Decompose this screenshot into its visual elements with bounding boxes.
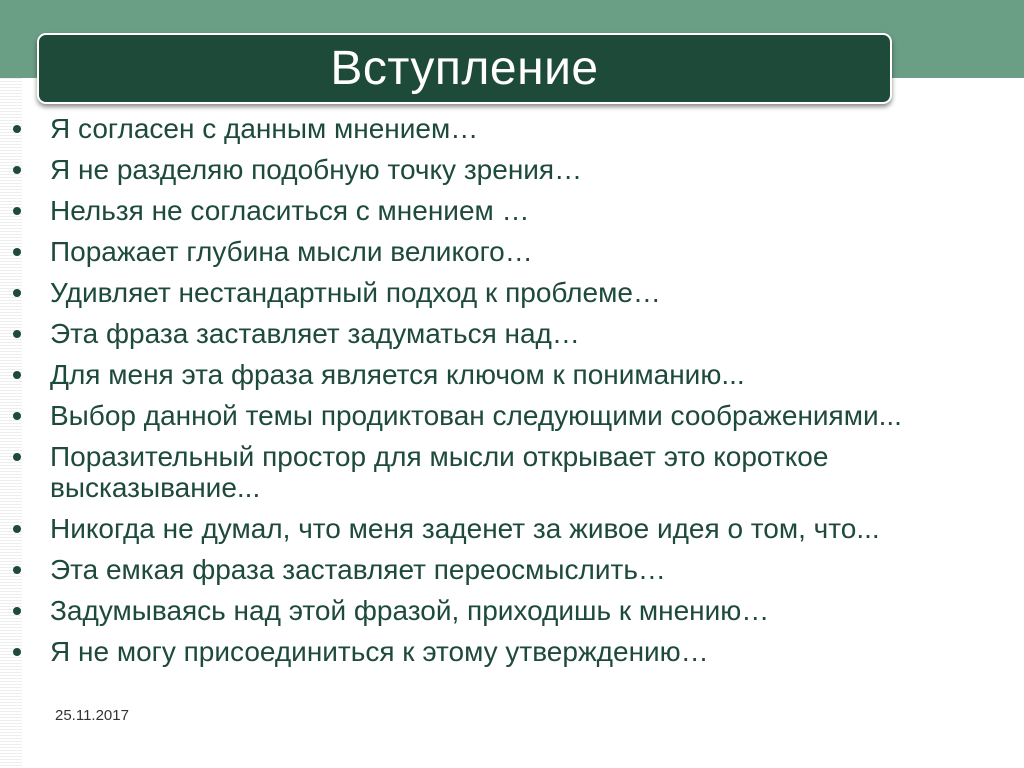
bullet-icon [13, 453, 21, 461]
bullet-text: Поразительный простор для мысли открывает это короткое высказывание... [50, 441, 829, 503]
bullet-icon [13, 566, 21, 574]
bullet-text: Я не разделяю подобную точку зрения… [50, 154, 583, 185]
bullet-icon [13, 371, 21, 379]
bullet-item [0, 595, 1010, 626]
title-box [37, 33, 892, 104]
bullet-icon [13, 330, 21, 338]
bullet-icon [13, 248, 21, 256]
bullet-item [0, 318, 1010, 349]
bullet-icon [13, 166, 21, 174]
bullet-item [0, 400, 1010, 431]
bullet-item [0, 441, 1010, 503]
bullet-text: Эта фраза заставляет задуматься над… [50, 318, 580, 349]
bullet-item [0, 554, 1010, 585]
bullet-item [0, 154, 1010, 185]
bullet-text: Я не могу присоединиться к этому утверждению… [50, 636, 709, 667]
bullet-icon [13, 412, 21, 420]
slide-title: Вступление [330, 41, 599, 95]
bullet-item [0, 636, 1010, 667]
bullet-item [0, 195, 1010, 226]
bullet-icon [13, 525, 21, 533]
bullet-item [0, 513, 1010, 544]
bullet-icon [13, 207, 21, 215]
bullet-text: Я согласен с данным мнением… [50, 113, 479, 144]
bullet-item [0, 359, 1010, 390]
bullet-item [0, 277, 1010, 308]
bullet-text: Для меня эта фраза является ключом к пониманию... [50, 359, 745, 390]
bullet-text: Задумываясь над этой фразой, приходишь к мнению… [50, 595, 770, 626]
bullet-text: Выбор данной темы продиктован следующими соображениями... [50, 400, 902, 431]
slide-date: 25.11.2017 [55, 707, 129, 724]
bullet-text: Поражает глубина мысли великого… [50, 236, 533, 267]
bullet-item [0, 236, 1010, 267]
bullet-text: Эта емкая фраза заставляет переосмыслить… [50, 554, 666, 585]
bullet-item [0, 113, 1010, 144]
bullet-text: Нельзя не согласиться с мнением … [50, 195, 530, 226]
bullet-icon [13, 289, 21, 297]
bullet-text: Удивляет нестандартный подход к проблеме… [50, 277, 661, 308]
bullet-icon [13, 648, 21, 656]
bullet-list [0, 113, 1010, 677]
bullet-text: Никогда не думал, что меня заденет за живое идея о том, что... [50, 513, 880, 544]
bullet-icon [13, 607, 21, 615]
bullet-icon [13, 125, 21, 133]
